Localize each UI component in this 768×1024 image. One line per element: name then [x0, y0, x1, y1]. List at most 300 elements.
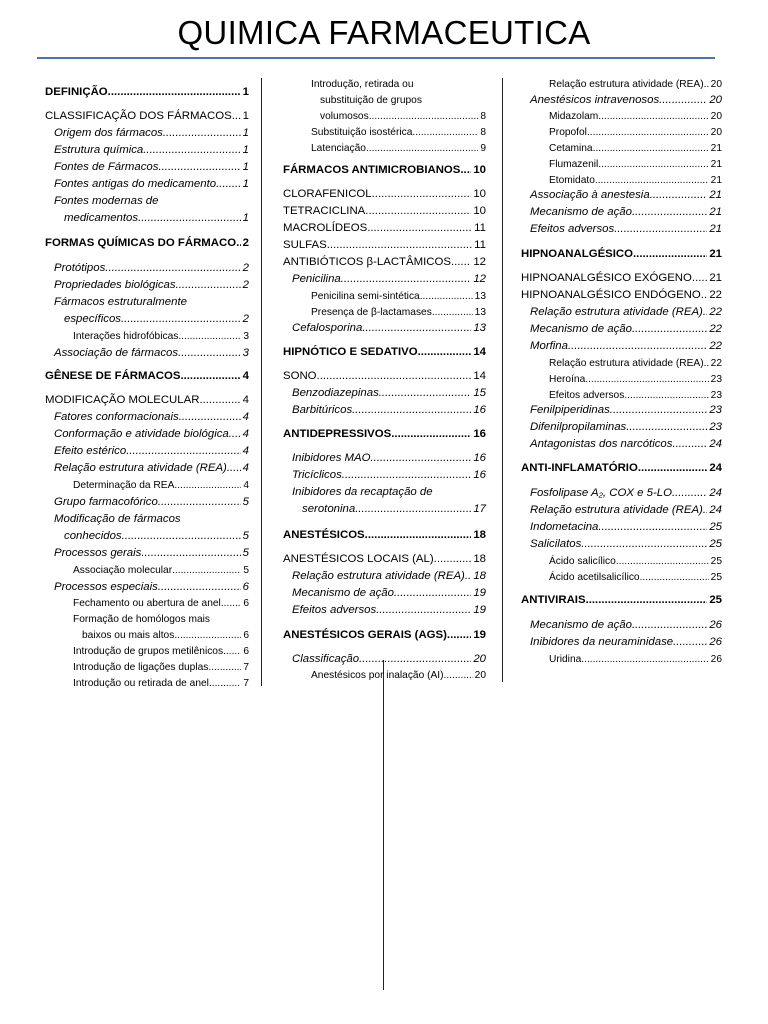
toc-entry-title: Difenilpropilaminas	[530, 421, 627, 433]
dot-leader	[369, 108, 479, 125]
dot-leader	[163, 125, 241, 142]
toc-entry-title: Etomidato	[549, 175, 595, 186]
toc-entry-title: Midazolam	[549, 111, 599, 122]
toc-page-number: 4	[242, 411, 249, 423]
toc-entry[interactable]	[292, 450, 486, 467]
toc-entry[interactable]	[530, 436, 722, 453]
toc-entry[interactable]	[549, 108, 722, 125]
toc-entry[interactable]	[283, 220, 486, 237]
toc-entry-title: Uridina	[549, 654, 582, 665]
dot-leader	[158, 494, 241, 511]
toc-entry[interactable]	[54, 345, 249, 362]
toc-page-number: 7	[243, 662, 249, 673]
toc-entry-title: Processos gerais	[54, 547, 142, 559]
dot-leader	[598, 156, 708, 173]
toc-entry-title: SONO	[283, 370, 317, 382]
toc-entry-title: ANESTÉSICOS LOCAIS (AL)	[283, 553, 434, 565]
toc-entry[interactable]	[64, 210, 249, 227]
dot-leader	[359, 651, 471, 668]
toc-entry[interactable]	[283, 426, 486, 443]
toc-entry-wrapped-text: Formação de homólogos mais	[73, 614, 211, 625]
toc-page-number: 20	[473, 653, 486, 665]
toc-entry-title: Determinação da REA	[73, 480, 175, 491]
toc-entry-title: Penicilina	[292, 273, 341, 285]
dot-leader	[632, 321, 707, 338]
toc-entry-title: Cefalosporina	[292, 322, 363, 334]
dot-leader	[352, 402, 471, 419]
dot-leader	[586, 592, 708, 609]
toc-entry[interactable]	[54, 545, 249, 562]
toc-entry[interactable]	[283, 186, 486, 203]
toc-page-number: 1	[242, 86, 249, 98]
toc-entry-title: Introdução de grupos metilênicos	[73, 646, 224, 657]
toc-page-number: 18	[473, 553, 486, 565]
toc-page-number: 22	[709, 306, 722, 318]
dot-leader	[342, 467, 472, 484]
toc-entry-title: Barbitúricos	[292, 404, 353, 416]
dot-leader	[179, 409, 241, 426]
toc-entry-title: HIPNOANALGÉSICO EXÓGENO	[521, 272, 692, 284]
toc-entry[interactable]	[530, 221, 722, 238]
toc-entry[interactable]	[292, 585, 486, 602]
toc-entry-title: SULFAS	[283, 239, 327, 251]
dot-leader	[232, 108, 241, 125]
toc-page-number: 21	[710, 175, 722, 186]
toc-entry-title: Origem dos fármacos	[54, 127, 163, 139]
dot-leader	[178, 328, 241, 345]
toc-page-number: 22	[709, 289, 722, 301]
dot-leader	[174, 627, 241, 644]
dot-leader	[692, 270, 707, 287]
dot-leader	[180, 368, 240, 385]
toc-page-number: 21	[709, 272, 722, 284]
dot-leader	[412, 124, 478, 141]
toc-entry[interactable]	[45, 84, 249, 101]
toc-page-number: 21	[710, 159, 722, 170]
toc-entry-title: Inibidores MAO	[292, 452, 371, 464]
toc-entry[interactable]	[530, 304, 722, 321]
toc-entry-title: Estrutura química	[54, 144, 144, 156]
toc-page-number: 3	[243, 331, 249, 342]
dot-leader	[209, 675, 241, 692]
dot-leader	[451, 254, 471, 271]
toc-page-number: 13	[474, 291, 486, 302]
toc-entry[interactable]	[530, 617, 722, 634]
toc-page-number: 20	[474, 670, 486, 681]
title-underline	[37, 57, 715, 59]
toc-entry[interactable]	[530, 485, 722, 502]
toc-entry[interactable]	[320, 108, 486, 125]
toc-page-number: 23	[709, 404, 722, 416]
toc-page-number: 21	[709, 189, 722, 201]
toc-page-number: 20	[709, 94, 722, 106]
dot-leader	[444, 667, 473, 684]
toc-entry-title: volumosos	[320, 111, 369, 122]
toc-entry-title: Associação à anestesia	[530, 189, 650, 201]
toc-entry[interactable]	[521, 287, 722, 304]
toc-entry-title: Fatores conformacionais	[54, 411, 179, 423]
toc-entry-title: Efeitos adversos	[549, 390, 625, 401]
toc-entry-title: Heroína	[549, 374, 586, 385]
toc-entry-title: HIPNOANALGÉSICO	[521, 248, 634, 260]
toc-entry[interactable]	[311, 667, 486, 684]
dot-leader	[672, 485, 707, 502]
toc-entry[interactable]	[64, 528, 249, 545]
toc-entry[interactable]	[530, 204, 722, 221]
dot-leader	[341, 271, 472, 288]
toc-entry-title: Protótipos	[54, 262, 106, 274]
dot-leader	[141, 545, 240, 562]
toc-page-number: 5	[243, 565, 249, 576]
toc-entry[interactable]	[530, 634, 722, 651]
toc-page-number: 6	[243, 646, 249, 657]
toc-entry[interactable]	[73, 675, 249, 692]
toc-page-number: 4	[242, 394, 249, 406]
toc-page-number: 24	[709, 504, 722, 516]
toc-page-number: 1	[242, 212, 249, 224]
dot-leader	[174, 477, 241, 494]
toc-entry[interactable]	[292, 320, 486, 337]
toc-entry[interactable]	[54, 142, 249, 159]
toc-entry[interactable]	[292, 271, 486, 288]
toc-entry-title: Classificação	[292, 653, 360, 665]
toc-entry-title: ANESTÉSICOS	[283, 529, 365, 541]
toc-entry[interactable]	[311, 140, 486, 157]
toc-page-number: 24	[709, 438, 722, 450]
toc-page-number: 6	[242, 581, 249, 593]
column-divider-right	[502, 78, 503, 682]
toc-entry[interactable]	[530, 502, 722, 519]
toc-entry[interactable]	[311, 304, 486, 321]
toc-entry[interactable]	[292, 402, 486, 419]
toc-entry[interactable]	[549, 124, 722, 141]
dot-leader	[581, 651, 708, 668]
toc-page-number: 10	[473, 205, 486, 217]
toc-entry-title: Antagonistas dos narcóticos	[530, 438, 673, 450]
toc-entry[interactable]	[283, 237, 486, 254]
toc-entry-title: Conformação e atividade biológica	[54, 428, 229, 440]
toc-entry-title: Latenciação	[311, 143, 366, 154]
toc-entry[interactable]	[54, 579, 249, 596]
dot-leader	[227, 460, 241, 477]
toc-page-number: 13	[473, 322, 486, 334]
toc-entry-title: Processos especiais	[54, 581, 158, 593]
dot-leader	[371, 450, 472, 467]
toc-page-number: 21	[710, 143, 722, 154]
toc-page-number: 16	[473, 452, 486, 464]
toc-entry-title: Relação estrutura atividade (REA)	[530, 306, 703, 318]
toc-entry-title: CLORAFENICOL	[283, 188, 372, 200]
toc-entry[interactable]	[530, 321, 722, 338]
toc-entry-wrapped-text: Modificação de fármacos	[54, 513, 181, 525]
toc-entry[interactable]	[530, 187, 722, 204]
toc-entry[interactable]	[73, 643, 249, 660]
toc-entry-title: Fenilpiperidinas	[530, 404, 610, 416]
toc-entry-title: ANESTÉSICOS GERAIS (AGS)	[283, 629, 447, 641]
dot-leader	[216, 176, 241, 193]
toc-entry-title: Efeitos adversos	[292, 604, 377, 616]
toc-page-number: 14	[473, 346, 486, 358]
toc-page-number: 6	[243, 598, 249, 609]
toc-entry[interactable]	[549, 355, 722, 372]
toc-entry-title: Relação estrutura atividade (REA)	[549, 358, 704, 369]
toc-entry[interactable]	[64, 311, 249, 328]
dot-leader	[650, 187, 708, 204]
toc-entry-title: ANTIBIÓTICOS β-LACTÂMICOS	[283, 256, 451, 268]
toc-entry[interactable]	[521, 460, 722, 477]
toc-entry-title: serotonina	[302, 503, 356, 515]
toc-page-number: 15	[473, 387, 486, 399]
toc-entry-title: Interações hidrofóbicas	[73, 331, 179, 342]
toc-entry[interactable]	[45, 368, 249, 385]
toc-entry-title: Relação estrutura atividade (REA)	[549, 79, 704, 90]
toc-entry-title: GÊNESE DE FÁRMACOS	[45, 370, 181, 382]
toc-entry[interactable]	[54, 159, 249, 176]
dot-leader	[587, 124, 709, 141]
toc-entry-title: Tricíclicos	[292, 469, 342, 481]
dot-leader	[221, 595, 242, 612]
dot-leader	[138, 210, 241, 227]
toc-entry[interactable]	[530, 519, 722, 536]
toc-page-number: 16	[473, 469, 486, 481]
dot-leader	[460, 162, 471, 179]
column-divider-left	[261, 78, 262, 686]
toc-entry[interactable]	[530, 92, 722, 109]
toc-entry-title: CLASSIFICAÇÃO DOS FÁRMACOS	[45, 110, 232, 122]
toc-page-number: 5	[242, 496, 249, 508]
toc-entry[interactable]	[54, 176, 249, 193]
dot-leader	[447, 627, 471, 644]
toc-entry[interactable]	[292, 385, 486, 402]
toc-page-number: 5	[242, 530, 249, 542]
toc-entry[interactable]	[73, 562, 249, 579]
toc-entry-title: FÁRMACOS ANTIMICROBIANOS	[283, 164, 461, 176]
dot-leader	[379, 385, 472, 402]
toc-entry-title: Mecanismo de ação	[530, 206, 632, 218]
toc-page-number: 4	[242, 445, 249, 457]
toc-page-number: 2	[242, 279, 249, 291]
toc-entry[interactable]	[549, 371, 722, 388]
dot-leader	[223, 643, 241, 660]
dot-leader	[633, 246, 707, 263]
toc-entry[interactable]	[549, 156, 722, 173]
toc-page-number: 5	[242, 547, 249, 559]
toc-entry[interactable]	[283, 627, 486, 644]
toc-entry[interactable]	[283, 551, 486, 568]
toc-entry[interactable]	[54, 277, 249, 294]
dot-leader	[365, 203, 471, 220]
toc-entry[interactable]	[73, 595, 249, 612]
toc-page-number: 26	[709, 636, 722, 648]
toc-entry[interactable]	[54, 125, 249, 142]
toc-page-number: 20	[710, 79, 722, 90]
toc-entry-title: Introdução de ligações duplas	[73, 662, 209, 673]
dot-leader	[659, 92, 707, 109]
toc-entry-title: Presença de β-lactamases	[311, 307, 432, 318]
toc-entry-title: Introdução ou retirada de anel	[73, 678, 209, 689]
dot-leader	[376, 602, 471, 619]
toc-entry[interactable]	[54, 460, 249, 477]
toc-entry[interactable]	[549, 140, 722, 157]
toc-entry[interactable]	[73, 477, 249, 494]
toc-entry[interactable]	[292, 568, 486, 585]
dot-leader	[362, 320, 471, 337]
toc-entry-title: Associação molecular	[73, 565, 173, 576]
toc-entry-title: conhecidos	[64, 530, 122, 542]
toc-page-number: 20	[710, 127, 722, 138]
dot-leader	[581, 536, 707, 553]
toc-entry-title: medicamentos	[64, 212, 139, 224]
toc-page-number: 7	[243, 678, 249, 689]
toc-page-number: 9	[480, 143, 486, 154]
toc-page-number: 21	[709, 248, 722, 260]
toc-entry[interactable]	[292, 467, 486, 484]
dot-leader	[598, 108, 708, 125]
dot-leader	[126, 443, 240, 460]
toc-entry-title: Relação estrutura atividade (REA)	[54, 462, 227, 474]
toc-entry[interactable]	[549, 651, 722, 668]
toc-entry-wrapped-text: Fontes modernas de	[54, 195, 159, 207]
toc-entry-title: Efeito estérico	[54, 445, 127, 457]
toc-entry-title: Cetamina	[549, 143, 593, 154]
dot-leader	[614, 221, 707, 238]
toc-page-number: 12	[473, 256, 486, 268]
toc-page-number: 1	[242, 127, 249, 139]
toc-entry[interactable]	[549, 569, 722, 586]
dot-leader	[632, 617, 707, 634]
toc-entry[interactable]	[302, 501, 486, 518]
toc-entry[interactable]	[45, 108, 249, 125]
toc-entry[interactable]	[45, 392, 249, 409]
toc-page-number: 4	[242, 428, 249, 440]
toc-entry[interactable]	[283, 162, 486, 179]
toc-page-number: 23	[709, 421, 722, 433]
dot-leader	[598, 519, 707, 536]
toc-entry[interactable]	[54, 409, 249, 426]
toc-entry-title: DEFINIÇÃO	[45, 86, 108, 98]
toc-entry[interactable]	[54, 494, 249, 511]
toc-entry-title: Indometacina	[530, 521, 599, 533]
toc-entry[interactable]	[530, 402, 722, 419]
dot-leader	[208, 659, 241, 676]
toc-page-number: 22	[709, 323, 722, 335]
dot-leader	[616, 553, 709, 570]
toc-page-number: 25	[709, 521, 722, 533]
toc-entry-title: HIPNOANALGÉSICO ENDÓGENO	[521, 289, 701, 301]
dot-leader	[122, 528, 241, 545]
dot-leader	[365, 527, 472, 544]
dot-leader	[176, 277, 241, 294]
toc-entry[interactable]	[54, 443, 249, 460]
toc-page-number: 1	[242, 161, 249, 173]
toc-entry[interactable]	[521, 592, 722, 609]
toc-entry[interactable]	[549, 76, 722, 93]
toc-entry-wrapped-text: Introdução, retirada ou	[311, 79, 414, 90]
dot-leader	[121, 311, 241, 328]
toc-page-number: 11	[474, 222, 486, 234]
toc-entry-wrapped-text: substituição de grupos	[320, 95, 422, 106]
dot-leader	[432, 304, 473, 321]
toc-entry[interactable]	[283, 368, 486, 385]
toc-entry[interactable]	[311, 288, 486, 305]
toc-entry-title: Mecanismo de ação	[530, 323, 632, 335]
toc-entry[interactable]	[530, 338, 722, 355]
toc-page-number: 4	[243, 480, 249, 491]
dot-leader	[172, 562, 241, 579]
toc-entry-title: Ácido acetilsalicílico	[549, 572, 640, 583]
dot-leader	[632, 204, 707, 221]
toc-entry-title: Fontes de Fármacos	[54, 161, 159, 173]
toc-page-number: 23	[710, 390, 722, 401]
toc-entry[interactable]	[311, 124, 486, 141]
toc-entry[interactable]	[73, 328, 249, 345]
toc-page-number: 26	[709, 619, 722, 631]
toc-entry-title: Relação estrutura atividade (REA)	[292, 570, 465, 582]
toc-entry-title: Propriedades biológicas	[54, 279, 176, 291]
toc-entry[interactable]	[549, 553, 722, 570]
toc-entry[interactable]	[82, 627, 249, 644]
dot-leader	[585, 371, 708, 388]
dot-leader	[372, 186, 472, 203]
toc-page-number: 2	[242, 313, 249, 325]
toc-entry-wrapped-text: Fármacos estruturalmente	[54, 296, 187, 308]
toc-entry[interactable]	[283, 203, 486, 220]
toc-page-number: 19	[473, 604, 486, 616]
toc-entry-title: Propofol	[549, 127, 587, 138]
toc-entry[interactable]	[521, 270, 722, 287]
toc-entry[interactable]	[54, 260, 249, 277]
dot-leader	[199, 392, 240, 409]
toc-entry-title: Fontes antigas do medicamento	[54, 178, 217, 190]
toc-entry-title: TETRACICLINA	[283, 205, 366, 217]
dot-leader	[673, 634, 707, 651]
toc-entry[interactable]	[283, 344, 486, 361]
toc-page-number: 10	[473, 188, 486, 200]
toc-entry[interactable]	[292, 602, 486, 619]
dot-leader	[367, 220, 472, 237]
toc-entry[interactable]	[54, 426, 249, 443]
toc-entry-title: MODIFICAÇÃO MOLECULAR	[45, 394, 200, 406]
dot-leader	[593, 140, 709, 157]
toc-entry-title: ANTIVIRAIS	[521, 594, 586, 606]
dot-leader	[178, 345, 241, 362]
toc-entry-title: Salicilatos	[530, 538, 582, 550]
toc-entry[interactable]	[530, 419, 722, 436]
toc-entry[interactable]	[45, 235, 249, 252]
toc-page-number: 22	[709, 340, 722, 352]
dot-leader	[640, 569, 709, 586]
toc-page-number: 6	[243, 630, 249, 641]
toc-page-number: 4	[242, 462, 249, 474]
toc-entry[interactable]	[521, 246, 722, 263]
toc-entry[interactable]	[283, 254, 486, 271]
toc-entry-title: HIPNÓTICO E SEDATIVO	[283, 346, 418, 358]
toc-entry-title: Mecanismo de ação	[292, 587, 394, 599]
toc-entry-title: Penicilina semi-sintética	[311, 291, 420, 302]
dot-leader	[420, 288, 473, 305]
toc-entry[interactable]	[73, 659, 249, 676]
toc-entry-title: Anestésicos intravenosos	[530, 94, 660, 106]
toc-entry[interactable]	[283, 527, 486, 544]
toc-page-number: 16	[473, 428, 486, 440]
dot-leader	[108, 84, 241, 101]
toc-page-number: 18	[473, 529, 486, 541]
toc-page-number: 17	[473, 503, 486, 515]
toc-entry[interactable]	[292, 651, 486, 668]
toc-entry-title: Substituição isostérica	[311, 127, 413, 138]
toc-entry[interactable]	[530, 536, 722, 553]
toc-entry-title: Ácido salicílico	[549, 556, 616, 567]
